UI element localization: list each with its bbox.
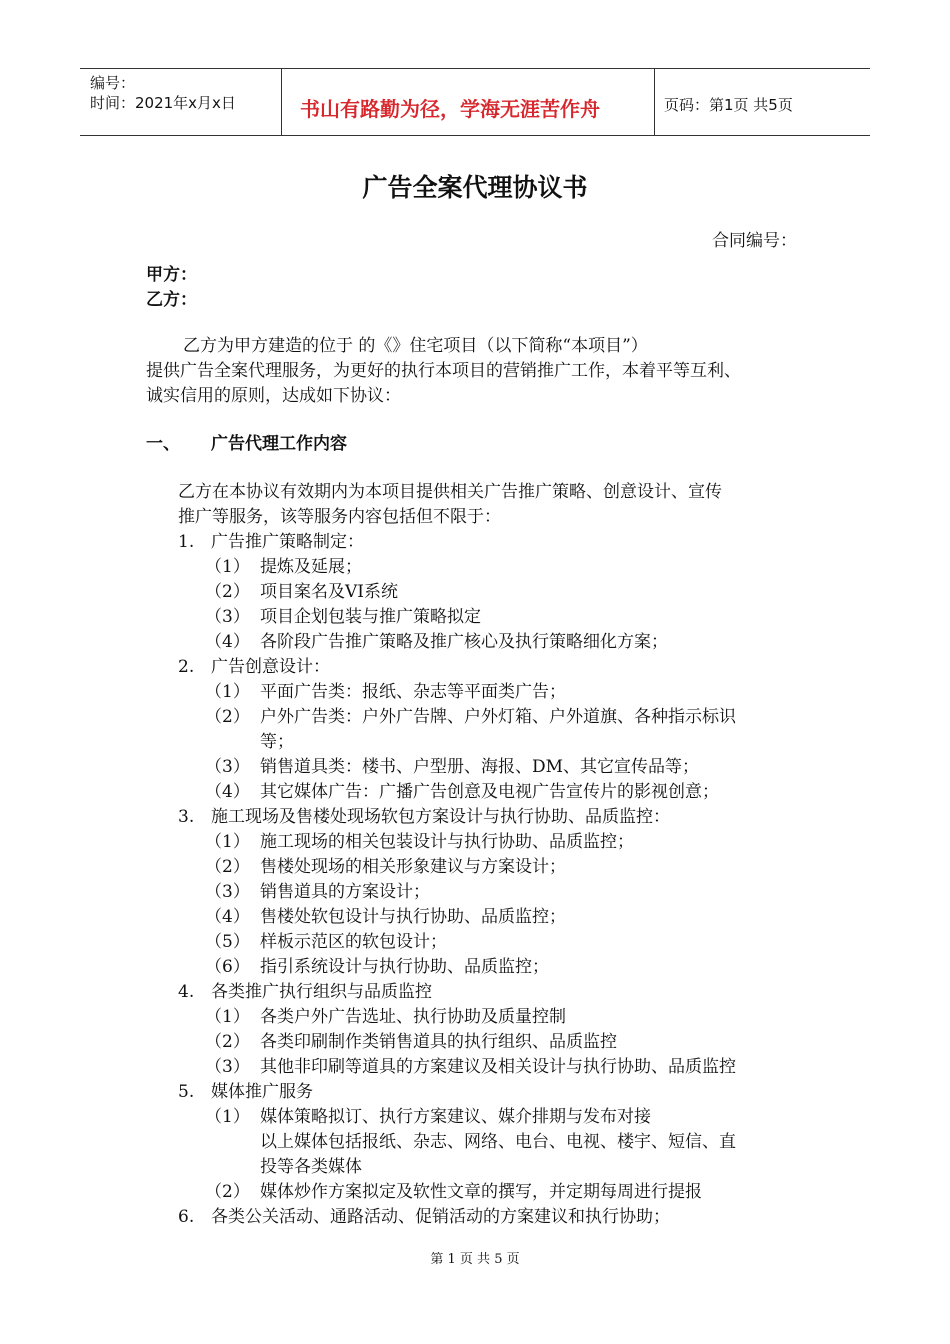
sub-item-text: 提炼及延展； (260, 557, 362, 577)
sub-item-text: 项目企划包装与推广策略拟定 (260, 607, 481, 627)
header-number-label: 编号： (90, 74, 136, 92)
sub-item-number: （2） (205, 857, 250, 877)
sub-item-number: （1） (205, 682, 250, 702)
item-label: 广告推广策略制定： (211, 532, 364, 552)
sub-item-text: 售楼处软包设计与执行协助、品质监控； (260, 907, 566, 927)
contract-number-label: 合同编号： (712, 231, 797, 251)
sub-item-text: 售楼处现场的相关形象建议与方案设计； (260, 857, 566, 877)
header-motto: 书山有路勤为径，学海无涯苦作舟 (300, 97, 600, 121)
header-bottom-border (80, 135, 870, 136)
sub-item-text: 各类户外广告选址、执行协助及质量控制 (260, 1007, 566, 1027)
item-number: 2. (178, 657, 195, 677)
sub-item-number: （2） (205, 707, 250, 727)
sub-item-number: （4） (205, 907, 250, 927)
sub-item-text: 平面广告类：报纸、杂志等平面类广告； (260, 682, 566, 702)
sub-item-text: 其它媒体广告：广播广告创意及电视广告宣传片的影视创意； (260, 782, 719, 802)
section-title: 广告代理工作内容 (211, 434, 347, 454)
sub-item-text: 以上媒体包括报纸、杂志、网络、电台、电视、楼宇、短信、直 (260, 1132, 736, 1152)
sub-item-text: 户外广告类：户外广告牌、户外灯箱、户外道旗、各种指示标识 (260, 707, 736, 727)
item-number: 1. (178, 532, 195, 552)
document-title: 广告全案代理协议书 (362, 173, 588, 202)
section-intro-line: 乙方在本协议有效期内为本项目提供相关广告推广策略、创意设计、宣传 (178, 482, 722, 502)
item-label: 媒体推广服务 (211, 1082, 313, 1102)
sub-item-number: （2） (205, 1032, 250, 1052)
sub-item-number: （1） (205, 832, 250, 852)
sub-item-number: （3） (205, 757, 250, 777)
sub-item-number: （2） (205, 1182, 250, 1202)
sub-item-number: （3） (205, 1057, 250, 1077)
intro-line: 提供广告全案代理服务，为更好的执行本项目的营销推广工作，本着平等互利、 (146, 361, 741, 381)
sub-item-number: （1） (205, 1007, 250, 1027)
item-label: 广告创意设计： (211, 657, 330, 677)
party-a-label: 甲方： (146, 265, 197, 285)
item-number: 4. (178, 982, 195, 1002)
sub-item-text: 销售道具类：楼书、户型册、海报、DM、其它宣传品等； (260, 757, 700, 777)
sub-item-number: （1） (205, 557, 250, 577)
item-label: 施工现场及售楼处现场软包方案设计与执行协助、品质监控： (211, 807, 670, 827)
sub-item-number: （4） (205, 782, 250, 802)
sub-item-text: 施工现场的相关包装设计与执行协助、品质监控； (260, 832, 634, 852)
header-divider-left (281, 68, 282, 135)
sub-item-text: 销售道具的方案设计； (260, 882, 430, 902)
intro-line: 乙方为甲方建造的位于 的《》住宅项目（以下简称“本项目”） (183, 336, 648, 356)
sub-item-number: （2） (205, 582, 250, 602)
sub-item-text: 样板示范区的软包设计； (260, 932, 447, 952)
item-number: 6. (178, 1207, 195, 1227)
header-top-border (80, 68, 870, 69)
sub-item-number: （1） (205, 1107, 250, 1127)
party-b-label: 乙方： (146, 290, 197, 310)
item-label: 各类公关活动、通路活动、促销活动的方案建议和执行协助； (211, 1207, 670, 1227)
sub-item-text: 项目案名及VI系统 (260, 582, 398, 602)
sub-item-number: （6） (205, 957, 250, 977)
sub-item-text: 等； (260, 732, 294, 752)
sub-item-text: 各阶段广告推广策略及推广核心及执行策略细化方案； (260, 632, 668, 652)
page-footer: 第 1 页 共 5 页 (430, 1252, 520, 1267)
sub-item-number: （3） (205, 882, 250, 902)
sub-item-text: 各类印刷制作类销售道具的执行组织、品质监控 (260, 1032, 617, 1052)
sub-item-text: 其他非印刷等道具的方案建议及相关设计与执行协助、品质监控 (260, 1057, 736, 1077)
section-number: 一、 (146, 434, 180, 454)
header-divider-right (654, 68, 655, 135)
item-label: 各类推广执行组织与品质监控 (211, 982, 432, 1002)
sub-item-text: 媒体炒作方案拟定及软性文章的撰写，并定期每周进行提报 (260, 1182, 702, 1202)
sub-item-text: 媒体策略拟订、执行方案建议、媒介排期与发布对接 (260, 1107, 651, 1127)
header-time-label: 时间：2021年x月x日 (90, 94, 236, 112)
sub-item-text: 投等各类媒体 (260, 1157, 362, 1177)
sub-item-number: （3） (205, 607, 250, 627)
sub-item-number: （5） (205, 932, 250, 952)
sub-item-number: （4） (205, 632, 250, 652)
item-number: 5. (178, 1082, 195, 1102)
item-number: 3. (178, 807, 195, 827)
sub-item-text: 指引系统设计与执行协助、品质监控； (260, 957, 549, 977)
intro-line: 诚实信用的原则，达成如下协议： (146, 386, 401, 406)
section-intro-line: 推广等服务，该等服务内容包括但不限于： (178, 507, 501, 527)
header-page-info: 页码：第1页 共5页 (664, 96, 793, 114)
